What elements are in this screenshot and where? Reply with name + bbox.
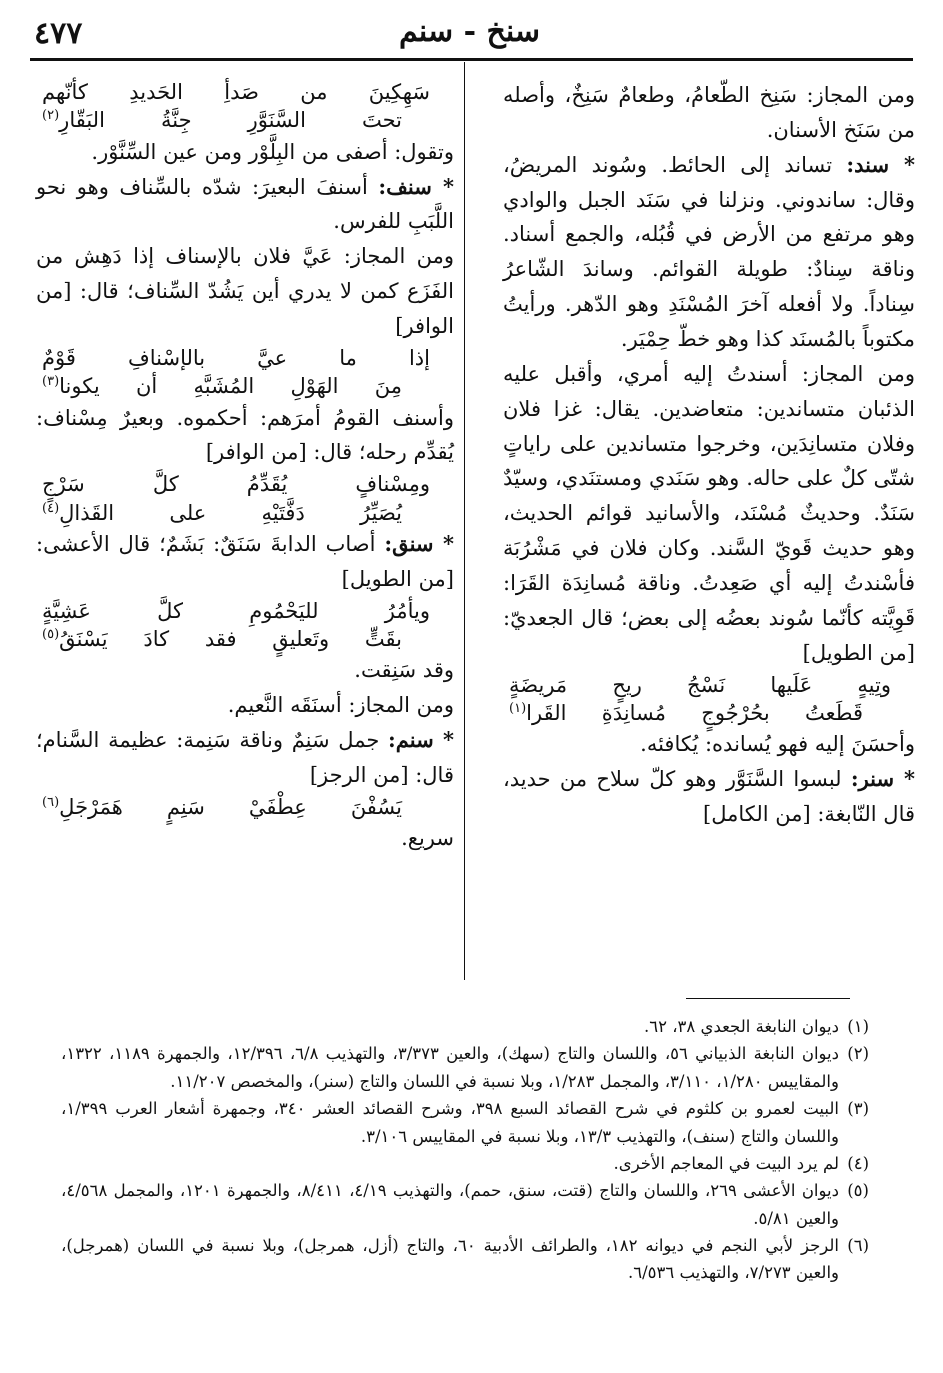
- verse-word: وتَعليقٍ: [272, 627, 330, 651]
- left-column: [36, 78, 454, 856]
- footnote-item: [61, 1095, 869, 1150]
- footnote-item: [61, 1232, 869, 1287]
- entry-paragraph: ومن المجاز: أسنَقَه النَّعيم.: [227, 693, 454, 718]
- verse-word: سَرْجٍ: [42, 472, 85, 497]
- footnote-text: ديوان الأعشى ٢٦٩، واللسان والتاج (قتت، سنق، حمم)، والتهذيب ٤/١٩، ٨/٤١١، والجمهرة ١٢٠١، والمجمل ٤/٥٦٨، والعين ٥/٨١.: [61, 1181, 839, 1228]
- verse-first-hemistich: [42, 470, 430, 498]
- verse-word: بالإسْنافِ: [127, 345, 206, 370]
- verse-word: سَنِمٍ: [166, 794, 205, 819]
- verse-word: [42, 625, 108, 653]
- column-divider: [464, 62, 465, 980]
- entry-headword: * سنر:: [850, 766, 915, 792]
- footnote-ref[interactable]: (٢): [42, 108, 60, 124]
- entry-sanar: [503, 762, 915, 832]
- verse-word: الهَوْلِ: [290, 374, 339, 399]
- verse-first-hemistich: [42, 78, 430, 106]
- footnote-number: (٦): [847, 1236, 869, 1255]
- entry-paragraph: وأحسَنَ إليه فهو يُسانده: يُكافئه.: [640, 732, 915, 757]
- footnote-text: ديوان النابغة الذبياني ٥٦، واللسان والتاج (سهك)، والعين ٣/٣٧٣، والتهذيب ٦/٨، ١٢/٣٩٦، والجمهرة ١١٨٩، ١٣٢٢، والمقاييس ١/٢٨٠، ٣/١١٠، والمجمل ١/٢٨٣، وبلا نسبة في اللسان والتاج (سنر)، والمخصص ١١/٢٠٧.: [61, 1044, 839, 1091]
- footnote-ref[interactable]: (٣): [42, 374, 60, 390]
- footnote-number: (٢): [847, 1044, 869, 1064]
- verse-word: صَدأِ: [224, 80, 259, 104]
- verse-word: لليَحْمُومِ: [249, 598, 319, 623]
- verse-word: دَفَّتَيْهِ: [261, 500, 305, 525]
- verse-word: ما: [339, 345, 357, 370]
- verse-word: من: [300, 80, 328, 104]
- verse-word: مُسانِدَةِ: [601, 700, 666, 725]
- verse-first-hemistich: [42, 597, 430, 625]
- verse-word: ومِسْنافٍ: [355, 472, 430, 497]
- verse-word: يُقَدِّمُ: [246, 472, 288, 497]
- verse-word: [42, 793, 123, 821]
- footnote-ref[interactable]: (٥): [42, 627, 60, 642]
- footnote-text: ديوان النابغة الجعدي ٣٨، ٦٢.: [643, 1017, 839, 1036]
- verse-word: ويأمُرُ: [384, 598, 430, 623]
- verse-word: السَّنَوَّرِ: [247, 108, 306, 133]
- entry-text: تساند إلى الحائط. وسُوند المريضُ، وقال: ساندوني. ونزلنا في سَنَد الجبل والوادي وهو مرتفع من الأرض في قُبُله، والجمع أسناد. وناقة سِنادٌ: طويلة القوائم. وساندَ الشّاعرُ سِناداً. ولا أفعله آخرَ المُسْنَدِ وهو الدّهر. ورأيتُ مكتوباً بالمُسنَد كذا وهو خطّ حِمْيَر.: [503, 152, 915, 352]
- verse-word: عيَّ: [257, 345, 288, 370]
- footnote-text: لم يرد البيت في المعاجم الأخرى.: [613, 1153, 839, 1173]
- entry-paragraph: وقد سَنِقت.: [354, 658, 454, 683]
- verse-word: مَريضَةٍ: [509, 672, 568, 697]
- footnote-item: [61, 1013, 869, 1040]
- entry-sanaf: [36, 170, 454, 240]
- verse-word: المُشَبَّهِ: [193, 374, 255, 399]
- page-number: ٤٧٧: [34, 16, 83, 51]
- verse-word: نَسْجُ: [687, 672, 726, 697]
- verse-nabigha: [42, 78, 430, 135]
- verse-word: بقَتٍّ: [364, 627, 402, 651]
- verse-word: [509, 699, 566, 727]
- verse-word: [42, 499, 114, 527]
- footnote-item: [61, 1040, 869, 1095]
- footnote-item: [61, 1177, 869, 1232]
- entry-paragraph: ومن المجاز: عَيَّ فلان بالإسناف إذا دَهِش من الفَزَع كمن لا يدري أين يَشُدّ السِّناف؛ قال: [من الوافر]: [36, 244, 454, 338]
- footnote-text: البيت لعمرو بن كلثوم في شرح القصائد السبع ٣٩٨، وشرح القصائد العشر ٣٤٠، وجمهرة أشعار العرب ١/٣٩٩، واللسان والتاج (سنف)، والتهذيب ١٣/٣، وبلا نسبة في المقاييس ٣/١٠٦.: [61, 1099, 839, 1146]
- footnote-number: (٤): [847, 1153, 869, 1173]
- verse-word-text: يَسْنَقُ: [59, 627, 108, 651]
- verse-second-hemistich: [42, 372, 430, 400]
- entry-headword: * سنق:: [384, 530, 454, 556]
- footnotes: [61, 1013, 869, 1287]
- footnote-number: (٣): [847, 1099, 869, 1119]
- footnote-number: (٥): [847, 1181, 869, 1201]
- footnote-ref[interactable]: (٤): [42, 500, 60, 516]
- entry-paragraph: سريع.: [401, 826, 454, 851]
- verse-word-text: القَذالِ: [59, 500, 115, 525]
- verse-jadi: [509, 671, 891, 728]
- verse-word: كادَ: [143, 627, 170, 651]
- entry-text: لبسوا السَّنَوَّر وهو كلّ سلاح من حديد، قال النّابغة: [من الكامل]: [503, 767, 915, 827]
- verse-word: يُصَيِّرُ: [360, 500, 402, 525]
- entry-paragraph: وأسنف القومُ أمرَهم: أحكموه. وبعيرٌ مِسْناف: يُقدِّم رحله؛ قال: [من الوافر]: [36, 405, 454, 465]
- entry-sand: [503, 148, 915, 357]
- verse-hemistich: [42, 793, 430, 821]
- entry-paragraph: وتقول: أصفى من البِلَّوْر ومن عين السِّنَّوْر.: [91, 139, 454, 164]
- page-header: [20, 12, 919, 56]
- verse-word: مِنَ: [374, 374, 402, 399]
- verse-misnaf: [42, 470, 430, 527]
- verse-word: كلَّ: [152, 472, 179, 497]
- footnote-number: (١): [847, 1017, 869, 1036]
- verse-first-hemistich: [509, 671, 891, 699]
- verse-asha: [42, 597, 430, 654]
- verse-amr: [42, 344, 430, 401]
- verse-word-text: هَمَرْجَلِ: [59, 794, 123, 819]
- footnote-item: [61, 1150, 869, 1177]
- footnote-ref[interactable]: (٦): [42, 794, 60, 810]
- verse-word: سَهِكِينَ: [368, 80, 430, 104]
- verse-word: ريحٍ: [612, 672, 642, 697]
- entry-text: جمل سَنِمٌ وناقة سَنِمة: عظيمة السَّنام؛ قال: [من الرجز]: [36, 728, 454, 787]
- entry-paragraph: ومن المجاز: أسندتُ إليه أمري، وأقبل عليه الذئبان متساندين: متعاضدين. يقال: غزا فلان وفلان متسانِدَين، وخرجوا متساندين على راياتٍ شتّى كلٌ على حاله. وهو سَنَدي ومستنَدي، وسيّدٌ سَنَدٌ. وحديثٌ مُسْنَد، والأسانيد قوائم الحديث، وهو حديث قَويّ السَّند. وكان فلان في مَشْرُبَة فأسْندتُ إليه أي صَعِدتُ. وناقة مُسانِدَة القَرَا: قَوِيَّته كأنّما سُوند بعضُه إلى بعض؛ قال الجعديّ: [من الطويل]: [503, 361, 915, 665]
- verse-word: عَشِيَّةٍ: [42, 598, 91, 623]
- running-head: سنخ - سنم: [398, 14, 541, 49]
- verse-word: [42, 372, 100, 400]
- verse-word: قَطَعتُ: [804, 700, 863, 725]
- verse-word-text: البَقّارِ: [59, 108, 105, 133]
- verse-second-hemistich: [42, 499, 430, 527]
- verse-word: إذا: [408, 345, 430, 370]
- verse-second-hemistich: [509, 699, 891, 727]
- verse-word-text: القَرا: [526, 700, 567, 725]
- verse-word: على: [169, 500, 207, 525]
- verse-word: قَوْمٌ: [42, 345, 76, 370]
- entry-headword: * سنف:: [378, 173, 454, 199]
- footnote-text: الرجز لأبي النجم في ديوانه ١٨٢، والطرائف الأدبية ٦٠، والتاج (أزل، همرجل)، وبلا نسبة في اللسان (همرجل)، والعين ٧/٢٧٣، والتهذيب ٦/٥٣٦.: [61, 1236, 839, 1283]
- verse-word: كلَّ: [157, 598, 184, 623]
- verse-rajaz: [42, 793, 430, 821]
- entry-text: أسنفَ البعيرَ: شدّه بالسِّناف وهو نحو اللَّبَبِ للفرس.: [36, 174, 454, 234]
- verse-word-text: يكونا: [59, 374, 100, 399]
- verse-second-hemistich: [42, 106, 430, 134]
- verse-word: كأنّهم: [42, 80, 88, 104]
- verse-word: وتِيهٍ: [857, 672, 891, 697]
- verse-word: تحتَ: [361, 108, 402, 133]
- verse-word: [42, 106, 105, 134]
- footnote-rule: [686, 998, 850, 999]
- verse-word: عِطْفَيْ: [248, 794, 307, 819]
- header-rule: [30, 58, 913, 61]
- entry-sanaq: [36, 527, 454, 597]
- entry-headword: * سند:: [846, 151, 915, 177]
- verse-word: بحُرْجُوجٍ: [701, 700, 770, 725]
- verse-first-hemistich: [42, 344, 430, 372]
- footnote-ref[interactable]: (١): [509, 700, 527, 716]
- entry-headword: * سنم:: [388, 727, 454, 753]
- verse-word: فقد: [204, 627, 237, 651]
- verse-word: جِنَّةُ: [160, 108, 192, 133]
- entry-text: أصاب الدابةَ سَنَقٌ: بَشَمٌ؛ قال الأعشى: [من الطويل]: [36, 531, 454, 591]
- entry-paragraph: ومن المجاز: سَنِخ الطّعامُ، وطعامٌ سَنِخٌ، وأصله من سَنَخ الأسنان.: [503, 83, 915, 142]
- verse-second-hemistich: [42, 625, 430, 653]
- right-column: [503, 78, 915, 832]
- verse-word: أن: [135, 374, 158, 399]
- verse-word: الحَديدِ: [129, 80, 183, 104]
- verse-word: يَسُفْنَ: [350, 794, 402, 819]
- verse-word: عَلَيها: [770, 672, 813, 697]
- entry-sanam: [36, 723, 454, 793]
